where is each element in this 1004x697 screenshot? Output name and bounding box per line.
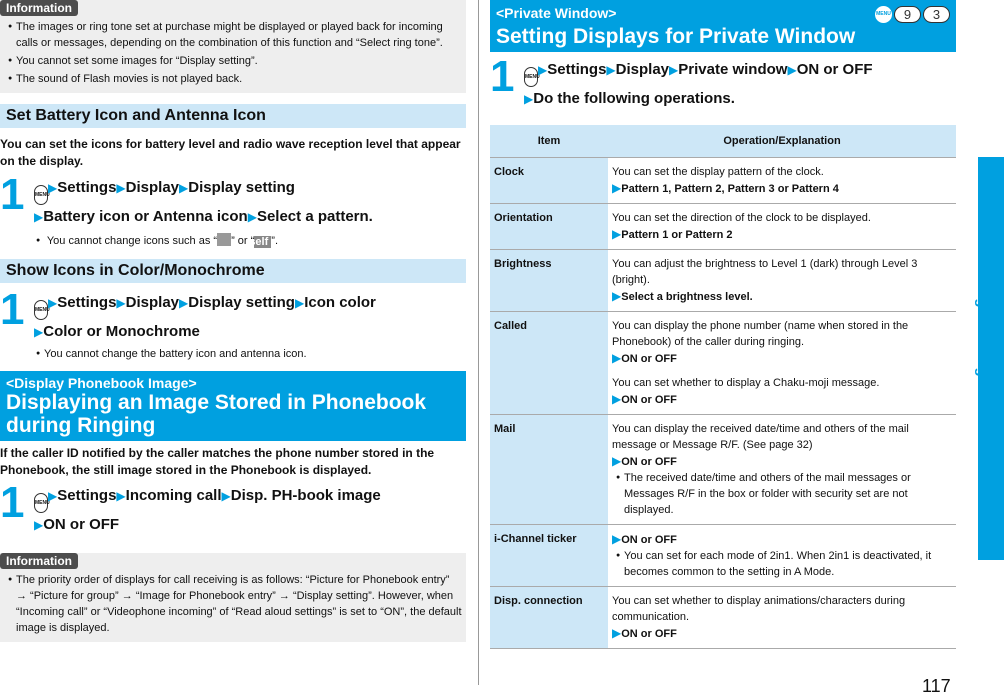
step-item: Incoming call — [125, 487, 222, 504]
step-item: Display — [615, 61, 670, 78]
table-row — [490, 157, 956, 203]
step-item: ON or OFF — [43, 516, 120, 533]
section-heading-color: Show Icons in Color/Monochrome — [0, 259, 466, 283]
step-item: Display — [125, 179, 180, 196]
row-item: Brightness — [490, 249, 608, 311]
row-explanation: You can adjust the brightness to Level 1 (dark) through Level 3 (bright). ▶Select a brightness level. — [608, 249, 956, 311]
column-header: Item — [490, 125, 608, 157]
table-row — [490, 414, 956, 524]
table-row — [490, 249, 956, 311]
row-explanation: You can display the received date/time and others of the mail message or Message R/F. (See page 32) ▶ON or OFF ● The received date/time and others of the mail messages or Messages R/F in the box or folder with security set are not displayed. — [608, 414, 956, 524]
step-item: Color or Monochrome — [43, 323, 200, 340]
menu-key-icon: MENU — [524, 67, 538, 87]
row-item: Disp. connection — [490, 586, 608, 648]
step-number: 1 — [0, 170, 25, 219]
section-subtitle: <Private Window> — [496, 5, 617, 21]
battery-intro: You can set the icons for battery level and radio wave reception level that appear on the display. — [0, 137, 461, 168]
battery-note: ● You cannot change icons such as “ ” or “self ”. — [34, 233, 466, 248]
step-item: Display setting — [188, 294, 295, 311]
step-item: Private window — [678, 61, 788, 78]
section-subtitle: <Display Phonebook Image> — [6, 375, 197, 391]
row-item: i-Channel ticker — [490, 524, 608, 586]
info-bullet: ● The priority order of displays for call receiving is as follows: “Picture for Phonebook entry” → “Picture for group” → “Image for Phonebook entry” → “Display setting”. However, when “Incoming call” or “Videophone incoming” of “Read aloud settings” is set to “ON”, the default image is displayed. — [4, 572, 462, 636]
self-mode-icon: self — [254, 236, 271, 248]
row-item: Clock — [490, 157, 608, 203]
section-heading-battery: Set Battery Icon and Antenna Icon — [0, 104, 466, 128]
menu-key-icon: MENU — [34, 493, 48, 513]
step-item: Settings — [547, 61, 607, 78]
step-number: 1 — [0, 285, 25, 334]
phonebook-title-box — [0, 371, 466, 441]
row-explanation: You can set the display pattern of the clock. ▶Pattern 1, Pattern 2, Pattern 3 or Pattern 4 — [608, 157, 956, 203]
step-item: Settings — [57, 294, 117, 311]
private-window-step: 1 MENU▶Settings▶Display▶Private window▶ON or OFF ▶Do the following operations. — [490, 52, 873, 107]
phonebook-step: 1 MENU▶Settings▶Incoming call▶Disp. PH-book image ▶ON or OFF — [0, 478, 381, 533]
row-item: Called — [490, 311, 608, 414]
table-row — [490, 311, 956, 414]
column-header: Operation/Explanation — [608, 125, 956, 157]
table-row — [490, 586, 956, 648]
row-explanation: ▶ON or OFF ● You can set for each mode of 2in1. When 2in1 is deactivated, it becomes common to the setting in A Mode. — [608, 524, 956, 586]
menu-key-icon: MENU — [875, 6, 892, 23]
side-title: Sound/Screen/Light Settings — [974, 180, 991, 386]
menu-key-icon: MENU — [34, 185, 48, 205]
information-tag: Information — [0, 553, 78, 569]
information-box-1 — [0, 0, 466, 93]
table-row — [490, 203, 956, 249]
menu-key-icon: MENU — [34, 300, 48, 320]
step-item: Battery icon or Antenna icon — [43, 208, 248, 225]
information-box-2 — [0, 553, 466, 642]
row-explanation: You can display the phone number (name when stored in the Phonebook) of the caller during ringing. ▶ON or OFF You can set whether to display a Chaku-moji message. ▶ON or OFF — [608, 311, 956, 414]
step-number: 1 — [0, 478, 25, 527]
information-tag: Information — [0, 0, 78, 16]
step-item: ON or OFF — [796, 61, 873, 78]
table-row — [490, 524, 956, 586]
shortcut-keys — [875, 6, 950, 23]
step-item: Do the following operations. — [533, 90, 735, 107]
step-item: Disp. PH-book image — [230, 487, 381, 504]
key-3-icon: 3 — [923, 6, 950, 23]
private-window-title-box — [490, 0, 956, 52]
left-column — [0, 0, 466, 642]
row-explanation: You can set whether to display animations/characters during communication. ▶ON or OFF — [608, 586, 956, 648]
row-explanation: You can set the direction of the clock to be displayed. ▶Pattern 1 or Pattern 2 — [608, 203, 956, 249]
section-title: Setting Displays for Private Window — [496, 25, 856, 48]
color-step: 1 MENU▶Settings▶Display▶Display setting▶Icon color ▶Color or Monochrome ● You cannot change the battery icon and antenna icon. — [0, 291, 466, 360]
column-divider — [478, 0, 479, 685]
step-item: Display setting — [188, 179, 295, 196]
battery-step: 1 MENU▶Settings▶Display▶Display setting ▶Battery icon or Antenna icon▶Select a pattern. ● You cannot change icons such as “ ” or “self ”. — [0, 176, 466, 248]
info-bullet: ● The images or ring tone set at purchase might be displayed or played back for incoming calls or messages, depending on the combination of this function and “Select ring tone”. — [4, 19, 462, 51]
table-header — [490, 125, 956, 157]
step-item: Select a pattern. — [256, 208, 373, 225]
color-note: ● You cannot change the battery icon and antenna icon. — [34, 348, 466, 360]
section-title: Displaying an Image Stored in Phonebook during Ringing — [6, 391, 427, 437]
row-item: Orientation — [490, 203, 608, 249]
right-column — [490, 0, 956, 649]
key-9-icon: 9 — [894, 6, 921, 23]
page-number: 117 — [922, 676, 951, 696]
step-item: Settings — [57, 487, 117, 504]
step-item: Display — [125, 294, 180, 311]
row-item: Mail — [490, 414, 608, 524]
battery-icon — [217, 233, 231, 246]
step-item: Settings — [57, 179, 117, 196]
operations-table — [490, 125, 956, 649]
info-bullet: ● The sound of Flash movies is not played back. — [4, 71, 462, 87]
phonebook-intro: If the caller ID notified by the caller matches the phone number stored in the Phonebook, the still image stored in the Phonebook is displayed. — [0, 446, 435, 477]
info-bullet: ● You cannot set some images for “Display setting”. — [4, 53, 462, 69]
step-item: Icon color — [304, 294, 376, 311]
step-number: 1 — [490, 52, 515, 101]
